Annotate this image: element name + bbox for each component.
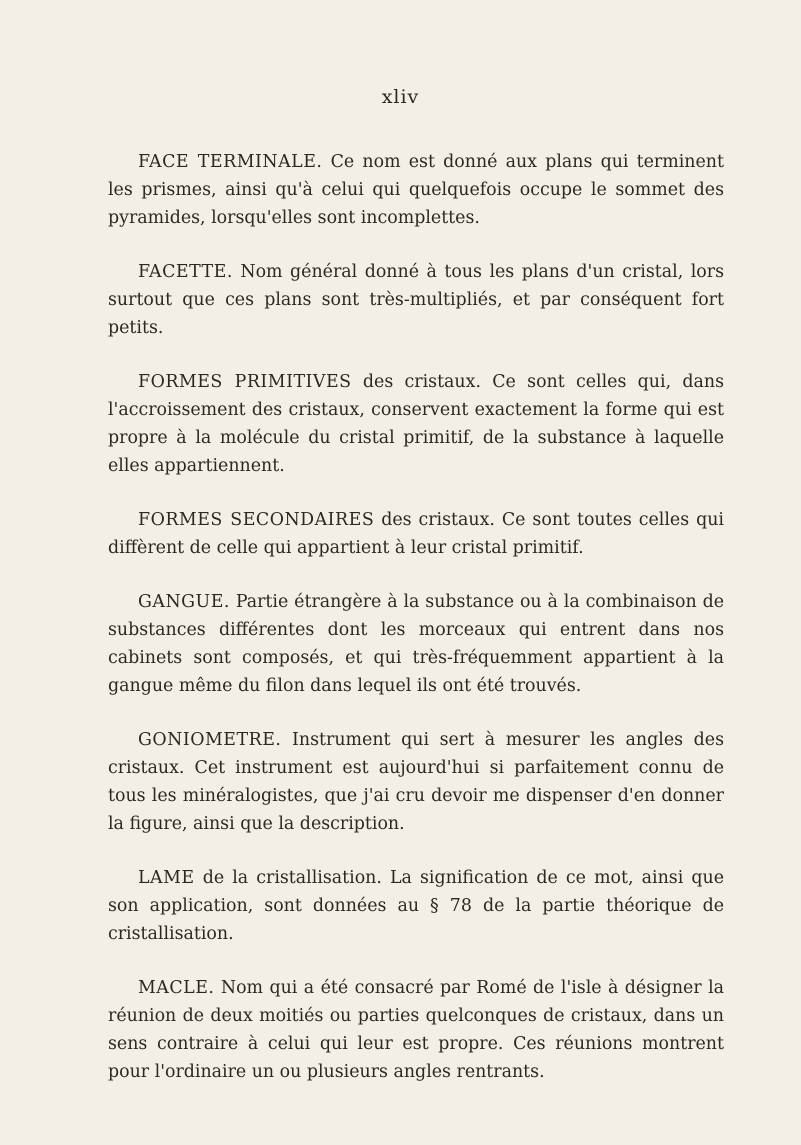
- glossary-entries: [108, 148, 724, 1112]
- entry-term: GANGUE.: [138, 592, 230, 612]
- glossary-entry-formes-primitives: [108, 368, 724, 480]
- entry-term: FORMES PRIMITIVES: [138, 372, 352, 392]
- glossary-entry-face-terminale: [108, 148, 724, 232]
- entry-definition: des cristaux. Ce sont celles qui, dans l'accroissement des cristaux, conservent exactement la forme qui est propre à la molécule du cristal primitif, de la substance à laquelle elles appartiennent.: [108, 372, 725, 476]
- glossary-entry-lame: [108, 864, 724, 948]
- entry-term: MACLE.: [138, 978, 215, 998]
- entry-definition: de la cristallisation. La signification de ce mot, ainsi que son application, sont données au § 78 de la partie théorique de cristallisation.: [108, 868, 724, 944]
- glossary-entry-goniometre: [108, 726, 724, 838]
- page-number: xliv: [381, 86, 420, 108]
- entry-definition: Nom général donné à tous les plans d'un cristal, lors surtout que ces plans sont très-multipliés, et par conséquent fort petits.: [108, 262, 724, 338]
- entry-definition: Instrument qui sert à mesurer les angles des cristaux. Cet instrument est aujourd'hui si parfaitement connu de tous les minéralogistes, que j'ai cru devoir me dispenser d'en donner la figure, ainsi que la description.: [108, 730, 724, 834]
- entry-definition: Partie étrangère à la substance ou à la combinaison de substances différentes dont les morceaux qui entrent dans nos cabinets sont composés, et qui très-fréquemment appartient à la gangue même du filon dans lequel ils ont été trouvés.: [108, 592, 724, 696]
- entry-term: FACETTE.: [138, 262, 233, 282]
- entry-term: FACE TERMINALE.: [138, 152, 323, 172]
- entry-term: LAME: [138, 868, 195, 888]
- entry-term: FORMES SECONDAIRES: [138, 510, 375, 530]
- entry-term: GONIOMETRE.: [138, 730, 282, 750]
- glossary-entry-gangue: [108, 588, 724, 700]
- glossary-entry-formes-secondaires: [108, 506, 724, 562]
- entry-definition: Nom qui a été consacré par Romé de l'isle à désigner la réunion de deux moitiés ou parties quelconques de cristaux, dans un sens contraire à celui qui leur est propre. Ces réunions montrent pour l'ordinaire un ou plusieurs angles rentrants.: [108, 978, 724, 1082]
- entry-definition: Ce nom est donné aux plans qui terminent les prismes, ainsi qu'à celui qui quelquefois occupe le sommet des pyramides, lorsqu'elles sont incomplettes.: [108, 152, 724, 228]
- glossary-entry-macle: [108, 974, 724, 1086]
- entry-definition: des cristaux. Ce sont toutes celles qui diffèrent de celle qui appartient à leur cristal primitif.: [108, 510, 724, 558]
- glossary-entry-facette: [108, 258, 724, 342]
